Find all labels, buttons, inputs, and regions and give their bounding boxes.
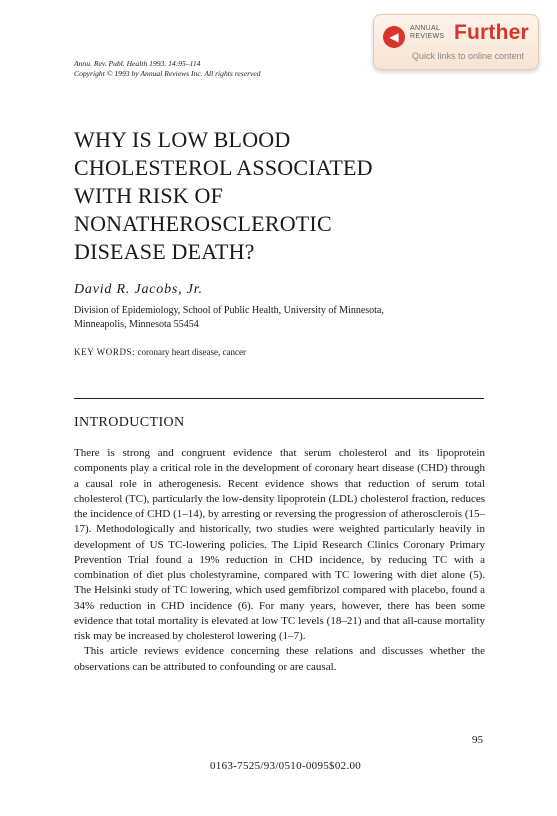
keywords-label: KEY WORDS: [74, 347, 136, 357]
author-affiliation: Division of Epidemiology, School of Public Health, University of Minnesota, Minneapolis, Minnesota 55454 [74, 305, 384, 330]
article-title [74, 126, 454, 266]
author-name: David R. Jacobs, Jr. [74, 282, 203, 297]
section-divider [74, 398, 484, 399]
page-number: 95 [472, 734, 483, 746]
article-body [74, 446, 485, 675]
copyright-line: Copyright © 1993 by Annual Reviews Inc. All rights reserved [74, 69, 261, 78]
section-heading: INTRODUCTION [74, 415, 185, 430]
badge-publisher-text: ANNUAL REVIEWS [410, 25, 445, 40]
title-line: WHY IS LOW BLOOD [74, 127, 291, 152]
title-line: DISEASE DEATH? [74, 239, 255, 264]
keywords-value: coronary heart disease, cancer [137, 347, 246, 357]
keywords [74, 347, 246, 357]
footer-code: 0163-7525/93/0510-0095$02.00 [210, 760, 362, 772]
annual-reviews-logo-icon: ◀ [383, 26, 405, 48]
body-paragraph: This article reviews evidence concerning these relations and discusses whether the observations can be attributed to confounding or are causal. [74, 645, 485, 673]
title-line: CHOLESTEROL ASSOCIATED [74, 155, 373, 180]
badge-further-label: Further [454, 21, 529, 44]
body-paragraph: There is strong and congruent evidence that serum cholesterol and its lipoprotein components play a critical role in the development of coronary heart disease (CHD) through a causal role in atherogenesis. Recent evidence shows that reduction of serum total cholesterol (TC), particularly the low-density lipoprotein (LDL) cholesterol fraction, reduces the incidence of CHD (1–14), by arresting or reversing the progression of atherosclerois (15–17). Methodologically and historically, two studies were weighted particularly heavily in development of US TC-lowering policies. The Lipid Research Clinics Coronary Primary Prevention Trial found a 19% reduction in CHD incidence, by reducing TC with a combination of diet plus cholestyramine, compared with TC lowering with diet alone (5). The Helsinki study of TC lowering, which used gemfibrizol compared with placebo, found a 34% reduction in CHD incidence (6). For many years, however, there has been some evidence that total mortality is elevated at low TC levels (18–21) and that all-cause mortality risk may be increased by cholesterol lowering (1–7). [74, 447, 485, 642]
badge-subtitle: Quick links to online content [412, 51, 525, 61]
citation-line: Annu. Rev. Publ. Health 1993. 14:95–114 [74, 59, 201, 68]
annual-reviews-further-badge[interactable] [373, 14, 539, 70]
title-line: WITH RISK OF [74, 183, 224, 208]
title-line: NONATHEROSCLEROTIC [74, 211, 332, 236]
journal-citation [74, 59, 261, 79]
